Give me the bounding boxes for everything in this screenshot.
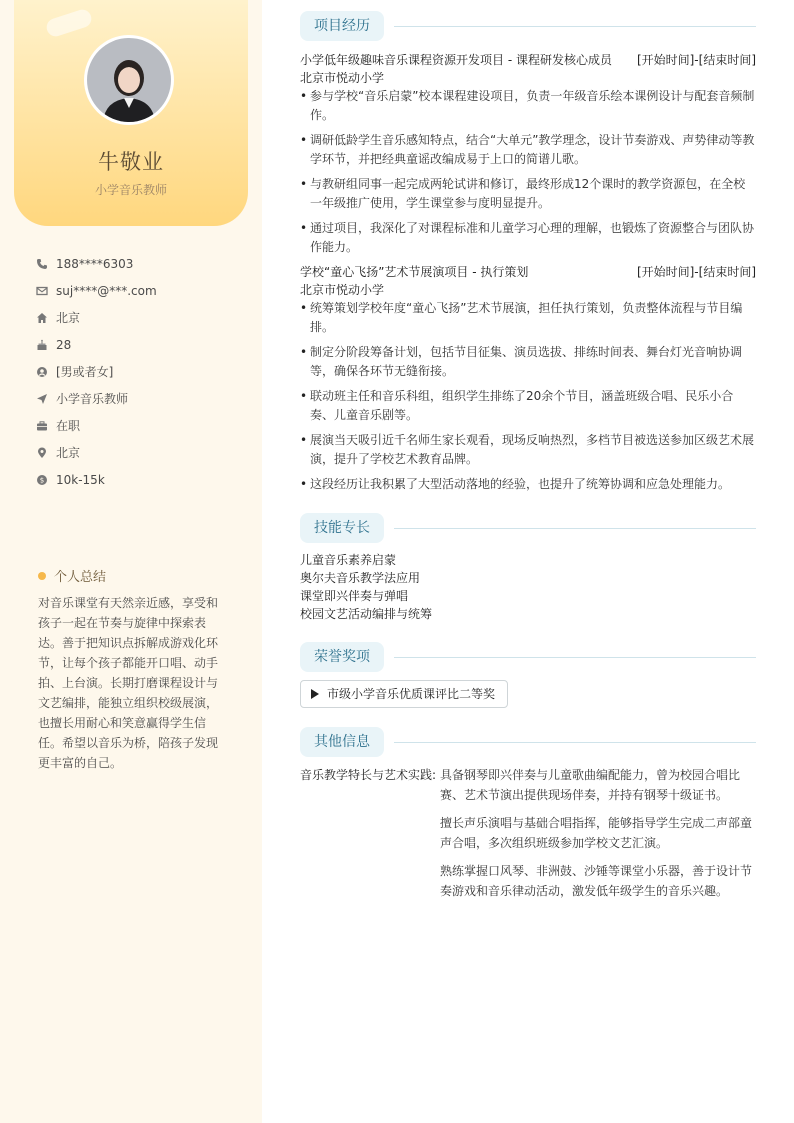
list-item: • 与教研组同事一起完成两轮试讲和修订，最终形成12个课时的教学资源包，在全校一年级推广使用，学生课堂参与度明显提升。 <box>300 175 756 213</box>
contact-status <box>36 412 246 439</box>
other-label: 音乐教学特长与艺术实践: <box>300 768 437 782</box>
contact-position <box>36 385 246 412</box>
contact-value: 188****6303 <box>56 256 134 271</box>
section-divider <box>394 26 756 27</box>
contact-value: 28 <box>56 337 72 352</box>
project-date: [开始时间]-[结束时间] <box>636 53 756 67</box>
contact-value: 10k-15k <box>56 472 105 487</box>
contact-gender <box>36 358 246 385</box>
svg-text:$: $ <box>39 476 45 485</box>
list-item: • 调研低龄学生音乐感知特点，结合“大单元”教学理念，设计节奏游戏、声势律动等教学环节，并把经典童谣改编成易于上口的简谱儿歌。 <box>300 131 756 169</box>
skills-list <box>300 551 432 623</box>
summary-heading <box>38 566 106 585</box>
list-item: • 参与学校“音乐启蒙”校本课程建设项目，负责一年级音乐绘本课例设计与配套音频制作。 <box>300 87 756 125</box>
skill-item: 课堂即兴伴奏与弹唱 <box>300 589 409 603</box>
avatar-photo-icon <box>87 38 171 122</box>
contact-value: 北京 <box>56 446 81 460</box>
cake-icon <box>36 339 48 351</box>
other-paragraph: 擅长声乐演唱与基础合唱指挥，能够指导学生完成二声部童声合唱，多次组织班级参加学校文艺汇演。 <box>440 816 753 850</box>
project-org: 北京市悦动小学 <box>300 71 385 85</box>
mail-icon <box>36 285 48 297</box>
gender-icon <box>36 366 48 378</box>
section-header-honors <box>300 642 756 672</box>
bullet-dot-icon <box>38 572 46 580</box>
contact-phone <box>36 250 246 277</box>
list-item: • 联动班主任和音乐科组，组织学生排练了20余个节目，涵盖班级合唱、民乐小合奏、儿童音乐剧等。 <box>300 387 756 425</box>
project-name: 学校“童心飞扬”艺术节展演项目 - 执行策划 <box>300 265 529 279</box>
briefcase-icon <box>36 420 48 432</box>
skill-item: 奥尔夫音乐教学法应用 <box>300 571 421 585</box>
project-header <box>300 263 756 280</box>
section-title: 项目经历 <box>300 11 384 41</box>
send-icon <box>36 393 48 405</box>
section-title: 其他信息 <box>300 727 384 757</box>
other-paragraphs <box>440 765 756 909</box>
contact-list <box>36 250 246 493</box>
section-divider <box>394 742 756 743</box>
section-title: 荣誉奖项 <box>300 642 384 672</box>
section-header-skills <box>300 513 756 543</box>
candidate-name: 牛敬业 <box>98 150 164 174</box>
section-header-projects <box>300 11 756 41</box>
skill-item: 校园文艺活动编排与统筹 <box>300 607 433 621</box>
contact-value: 小学音乐教师 <box>56 392 129 406</box>
contact-value: suj****@***.com <box>56 283 157 298</box>
decorative-pill <box>44 7 93 38</box>
project-name: 小学低年级趣味音乐课程资源开发项目 - 课程研发核心成员 <box>300 53 612 67</box>
section-divider <box>394 528 756 529</box>
contact-value: [男或者女] <box>56 365 114 379</box>
location-pin-icon <box>36 447 48 459</box>
list-item: • 制定分阶段筹备计划，包括节目征集、演员选拔、排练时间表、舞台灯光音响协调等，确保各环节无缝衔接。 <box>300 343 756 381</box>
award-text: 市级小学音乐优质课评比二等奖 <box>327 687 496 701</box>
section-header-other <box>300 727 756 757</box>
home-icon <box>36 312 48 324</box>
avatar <box>84 35 174 125</box>
contact-location <box>36 439 246 466</box>
play-triangle-icon <box>311 689 319 699</box>
project-bullets <box>300 87 756 263</box>
contact-salary <box>36 466 246 493</box>
contact-value: 北京 <box>56 311 81 325</box>
list-item: • 展演当天吸引近千名师生家长观看，现场反响热烈，多档节目被选送参加区级艺术展演，提升了学校艺术教育品牌。 <box>300 431 756 469</box>
other-paragraph: 熟练掌握口风琴、非洲鼓、沙锤等课堂小乐器，善于设计节奏游戏和音乐律动活动，激发低年级学生的音乐兴趣。 <box>440 864 753 898</box>
list-item: • 通过项目，我深化了对课程标准和儿童学习心理的理解，也锻炼了资源整合与团队协作能力。 <box>300 219 756 257</box>
list-item: • 统筹策划学校年度“童心飞扬”艺术节展演，担任执行策划，负责整体流程与节目编排。 <box>300 299 756 337</box>
contact-age <box>36 331 246 358</box>
other-paragraph: 具备钢琴即兴伴奏与儿童歌曲编配能力，曾为校园合唱比赛、艺术节演出提供现场伴奏，并持有钢琴十级证书。 <box>440 768 741 802</box>
list-item: • 这段经历让我积累了大型活动落地的经验，也提升了统筹协调和应急处理能力。 <box>300 475 756 494</box>
project-org: 北京市悦动小学 <box>300 283 385 297</box>
summary-title: 个人总结 <box>54 570 107 585</box>
salary-icon <box>36 474 48 486</box>
sidebar <box>0 0 262 1123</box>
skill-item: 儿童音乐素养启蒙 <box>300 553 397 567</box>
project-date: [开始时间]-[结束时间] <box>636 265 756 279</box>
contact-value: 在职 <box>56 419 81 433</box>
phone-icon <box>36 258 48 270</box>
award-badge <box>300 680 508 708</box>
section-title: 技能专长 <box>300 513 384 543</box>
candidate-title: 小学音乐教师 <box>94 183 167 197</box>
project-bullets <box>300 299 756 500</box>
summary-text: 对音乐课堂有天然亲近感，享受和孩子一起在节奏与旋律中探索表达。善于把知识点拆解成游戏化环节，让每个孩子都能开口唱、动手拍、上台演。长期打磨课程设计与文艺编排，能独立组织校级展演，也擅长用耐心和笑意赢得学生信任。希望以音乐为桥，陪孩子发现更丰富的自己。 <box>38 596 219 770</box>
contact-email <box>36 277 246 304</box>
section-divider <box>394 657 756 658</box>
project-header <box>300 51 756 68</box>
contact-home <box>36 304 246 331</box>
